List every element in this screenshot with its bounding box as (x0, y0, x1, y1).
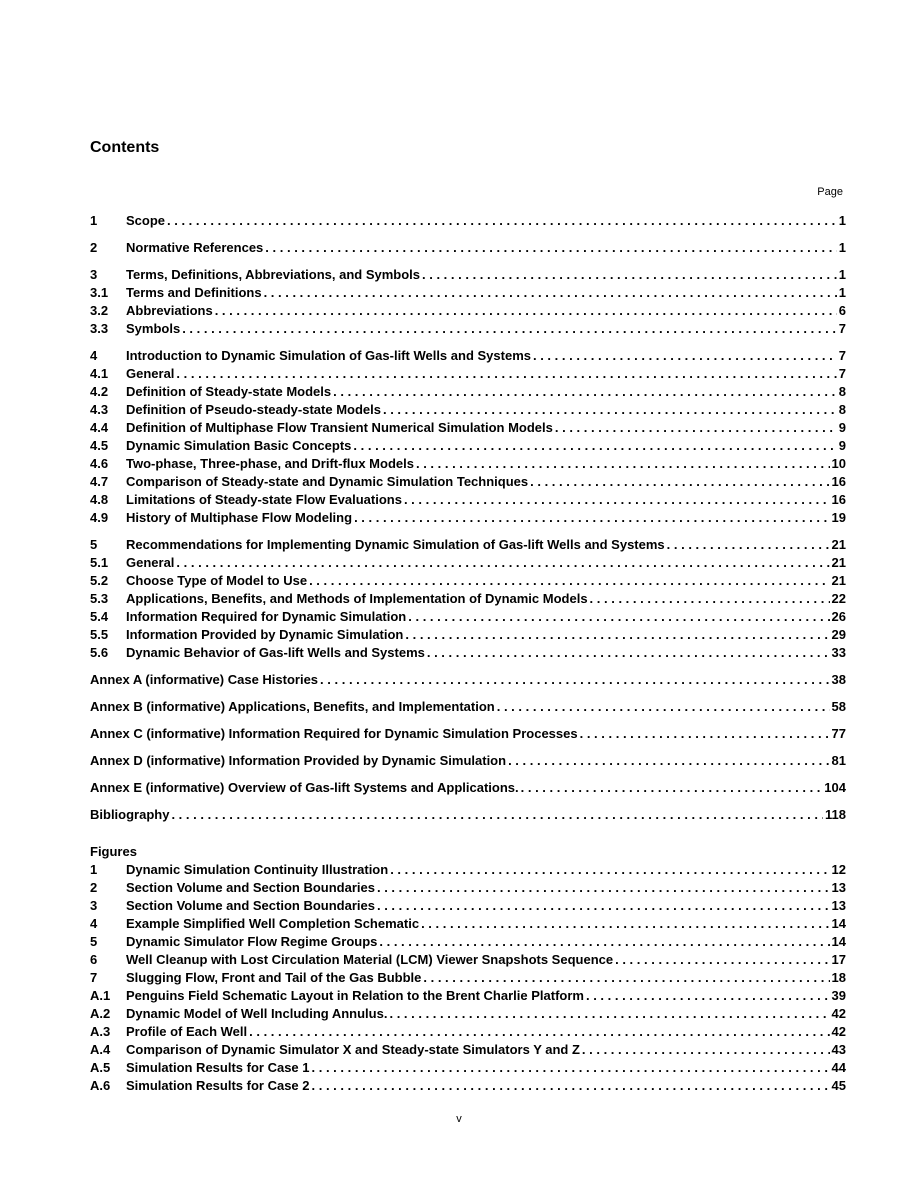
entry-page-number: 21 (831, 573, 846, 588)
entry-title: Normative References (126, 240, 264, 255)
entry-title: Simulation Results for Case 2 (126, 1078, 310, 1093)
dot-leader (408, 608, 829, 626)
dot-leader (582, 1041, 830, 1059)
entry-title: Terms and Definitions (126, 285, 262, 300)
dot-leader (353, 437, 836, 455)
toc-entry[interactable] (90, 347, 846, 365)
dot-leader (590, 590, 830, 608)
toc-entry[interactable] (90, 987, 846, 1005)
entry-title: Dynamic Simulation Basic Concepts (126, 438, 352, 453)
toc-entry[interactable] (90, 779, 846, 797)
entry-title: Annex A (informative) Case Histories (90, 672, 319, 687)
toc-entry[interactable] (90, 572, 846, 590)
entry-page-number: 1 (838, 285, 846, 300)
entry-title: Definition of Pseudo-steady-state Models (126, 402, 381, 417)
entry-title: Dynamic Simulation Continuity Illustration (126, 862, 389, 877)
toc-entry[interactable] (90, 401, 846, 419)
toc-entry[interactable] (90, 608, 846, 626)
dot-leader (379, 933, 829, 951)
toc-entry[interactable] (90, 491, 846, 509)
entry-page-number: 39 (831, 988, 846, 1003)
toc-entry[interactable] (90, 554, 846, 572)
entry-page-number: 77 (831, 726, 846, 741)
dot-leader (530, 473, 829, 491)
toc-entry[interactable] (90, 1059, 846, 1077)
entry-number: 7 (90, 970, 98, 985)
entry-page-number: 1 (838, 213, 846, 228)
toc-entry[interactable] (90, 725, 846, 743)
entry-number: 5.2 (90, 573, 109, 588)
entry-number: 3 (90, 267, 98, 282)
entry-number: 3.3 (90, 321, 109, 336)
entry-title: Definition of Steady-state Models (126, 384, 332, 399)
toc-entry[interactable] (90, 951, 846, 969)
entry-page-number: 13 (831, 880, 846, 895)
dot-leader (508, 752, 829, 770)
entry-page-number: 16 (831, 492, 846, 507)
entry-page-number: 8 (838, 402, 846, 417)
toc-entry[interactable] (90, 302, 846, 320)
dot-leader (215, 302, 837, 320)
entry-number: 4.3 (90, 402, 109, 417)
entry-title: Example Simplified Well Completion Schematic (126, 916, 420, 931)
table-of-contents (90, 212, 846, 1095)
entry-page-number: 9 (838, 438, 846, 453)
dot-leader (333, 383, 837, 401)
dot-leader (615, 951, 829, 969)
entry-page-number: 16 (831, 474, 846, 489)
toc-entry[interactable] (90, 915, 846, 933)
entry-page-number: 118 (825, 807, 846, 822)
entry-number: 4.4 (90, 420, 109, 435)
entry-title: Annex D (informative) Information Provided by Dynamic Simulation (90, 753, 507, 768)
entry-page-number: 1 (838, 267, 846, 282)
entry-title: Section Volume and Section Boundaries (126, 880, 375, 895)
dot-leader (580, 725, 830, 743)
dot-leader (377, 879, 830, 897)
entry-page-number: 81 (831, 753, 846, 768)
entry-number: 5.3 (90, 591, 109, 606)
toc-entry[interactable] (90, 897, 846, 915)
entry-title: Choose Type of Model to Use (126, 573, 308, 588)
entry-number: A.1 (90, 988, 111, 1003)
section-list (90, 212, 846, 662)
entry-number: 5.1 (90, 555, 109, 570)
dot-leader (312, 1077, 830, 1095)
entry-page-number: 42 (831, 1024, 846, 1039)
toc-entry[interactable] (90, 626, 846, 644)
dot-leader (176, 365, 836, 383)
dot-leader (390, 861, 829, 879)
entry-page-number: 1 (838, 240, 846, 255)
toc-entry[interactable] (90, 590, 846, 608)
entry-title: Scope (126, 213, 166, 228)
entry-title: General (126, 366, 175, 381)
entry-page-number: 26 (831, 609, 846, 624)
entry-title: Well Cleanup with Lost Circulation Material (LCM) Viewer Snapshots Sequence (126, 952, 614, 967)
dot-leader (427, 644, 830, 662)
entry-number: 5.4 (90, 609, 109, 624)
entry-page-number: 21 (831, 555, 846, 570)
entry-page-number: 7 (838, 321, 846, 336)
entry-page-number: 104 (824, 780, 846, 795)
toc-entry[interactable] (90, 752, 846, 770)
toc-entry[interactable] (90, 933, 846, 951)
entry-page-number: 8 (838, 384, 846, 399)
entry-number: 5.5 (90, 627, 109, 642)
entry-title: Penguins Field Schematic Layout in Relation to the Brent Charlie Platform (126, 988, 584, 1003)
entry-number: 4.9 (90, 510, 109, 525)
entry-title: Symbols (126, 321, 181, 336)
toc-entry[interactable] (90, 473, 846, 491)
entry-number: 4.5 (90, 438, 109, 453)
entry-number: 5 (90, 537, 98, 552)
toc-entry[interactable] (90, 320, 846, 338)
entry-page-number: 19 (831, 510, 846, 525)
toc-entry[interactable] (90, 365, 846, 383)
dot-leader (171, 806, 823, 824)
entry-number: 4.6 (90, 456, 109, 471)
entry-title: Introduction to Dynamic Simulation of Gas-lift Wells and Systems (126, 348, 531, 363)
toc-entry[interactable] (90, 212, 846, 230)
entry-title: General (126, 555, 175, 570)
entry-title: Definition of Multiphase Flow Transient Numerical Simulation Models (126, 420, 553, 435)
entry-title: Dynamic Model of Well Including Annulus. (126, 1006, 388, 1021)
toc-entry[interactable] (90, 671, 846, 689)
entry-title: Comparison of Steady-state and Dynamic Simulation Techniques (126, 474, 529, 489)
dot-leader (667, 536, 830, 554)
entry-title: Annex B (informative) Applications, Benefits, and Implementation (90, 699, 495, 714)
dot-leader (521, 779, 823, 797)
entry-page-number: 42 (831, 1006, 846, 1021)
dot-leader (404, 491, 830, 509)
dot-leader (249, 1023, 829, 1041)
entry-title: Dynamic Simulator Flow Regime Groups (126, 934, 378, 949)
page-number: v (456, 1113, 462, 1125)
entry-number: A.6 (90, 1078, 111, 1093)
entry-page-number: 22 (831, 591, 846, 606)
entry-number: 2 (90, 240, 98, 255)
entry-title: Section Volume and Section Boundaries (126, 898, 375, 913)
toc-entry[interactable] (90, 806, 846, 824)
entry-number: 3.2 (90, 303, 109, 318)
toc-entry[interactable] (90, 1041, 846, 1059)
toc-entry[interactable] (90, 509, 846, 527)
dot-leader (389, 1005, 829, 1023)
entry-number: 3.1 (90, 285, 109, 300)
dot-leader (309, 572, 829, 590)
toc-entry[interactable] (90, 437, 846, 455)
entry-number: 1 (90, 862, 98, 877)
entry-page-number: 10 (831, 456, 846, 471)
entry-title: Information Required for Dynamic Simulation (126, 609, 407, 624)
figure-list (90, 861, 846, 1095)
dot-leader (320, 671, 829, 689)
entry-number: A.4 (90, 1042, 111, 1057)
entry-title: Dynamic Behavior of Gas-lift Wells and Systems (126, 645, 425, 660)
entry-title: Slugging Flow, Front and Tail of the Gas Bubble (126, 970, 422, 985)
dot-leader (264, 284, 837, 302)
entry-title: Recommendations for Implementing Dynamic Simulation of Gas-lift Wells and Systems (126, 537, 665, 552)
toc-entry[interactable] (90, 698, 846, 716)
toc-entry[interactable] (90, 266, 846, 284)
entry-number: 4.2 (90, 384, 109, 399)
toc-entry[interactable] (90, 1023, 846, 1041)
entry-number: 3 (90, 898, 98, 913)
entry-page-number: 58 (831, 699, 846, 714)
dot-leader (182, 320, 837, 338)
entry-title: Limitations of Steady-state Flow Evaluations (126, 492, 402, 507)
dot-leader (416, 455, 830, 473)
toc-entry[interactable] (90, 861, 846, 879)
dot-leader (354, 509, 829, 527)
dot-leader (422, 266, 837, 284)
dot-leader (377, 897, 830, 915)
entry-page-number: 21 (831, 537, 846, 552)
entry-number: A.5 (90, 1060, 111, 1075)
entry-page-number: 17 (831, 952, 846, 967)
dot-leader (423, 969, 829, 987)
toc-entry[interactable] (90, 644, 846, 662)
entry-page-number: 44 (831, 1060, 846, 1075)
entry-title: Annex E (informative) Overview of Gas-lift Systems and Applications. (90, 780, 519, 795)
toc-entry[interactable] (90, 969, 846, 987)
dot-leader (421, 915, 829, 933)
dot-leader (405, 626, 829, 644)
dot-leader (497, 698, 830, 716)
entry-title: Annex C (informative) Information Required for Dynamic Simulation Processes (90, 726, 578, 741)
dot-leader (176, 554, 829, 572)
toc-entry[interactable] (90, 455, 846, 473)
entry-title: Terms, Definitions, Abbreviations, and Symbols (126, 267, 420, 282)
entry-page-number: 29 (831, 627, 846, 642)
entry-page-number: 7 (838, 366, 846, 381)
dot-leader (555, 419, 837, 437)
toc-entry[interactable] (90, 879, 846, 897)
entry-number: 4.1 (90, 366, 109, 381)
dot-leader (586, 987, 830, 1005)
entry-page-number: 43 (831, 1042, 846, 1057)
page-column-label: Page (817, 186, 843, 198)
entry-number: 5 (90, 934, 98, 949)
toc-entry[interactable] (90, 1077, 846, 1095)
entry-title: Abbreviations (126, 303, 213, 318)
dot-leader (265, 239, 836, 257)
entry-title: Information Provided by Dynamic Simulation (126, 627, 404, 642)
entry-title: Comparison of Dynamic Simulator X and Steady-state Simulators Y and Z (126, 1042, 580, 1057)
figures-heading: Figures (90, 844, 137, 859)
entry-page-number: 33 (831, 645, 846, 660)
entry-title: Profile of Each Well (126, 1024, 248, 1039)
dot-leader (312, 1059, 830, 1077)
entry-page-number: 9 (838, 420, 846, 435)
dot-leader (533, 347, 837, 365)
entry-page-number: 38 (831, 672, 846, 687)
dot-leader (383, 401, 837, 419)
toc-entry[interactable] (90, 383, 846, 401)
entry-title: Simulation Results for Case 1 (126, 1060, 310, 1075)
entry-title: History of Multiphase Flow Modeling (126, 510, 353, 525)
toc-entry[interactable] (90, 1005, 846, 1023)
entry-page-number: 14 (831, 916, 846, 931)
entry-page-number: 7 (838, 348, 846, 363)
toc-entry[interactable] (90, 239, 846, 257)
entry-title: Applications, Benefits, and Methods of Implementation of Dynamic Models (126, 591, 588, 606)
entry-number: 4.7 (90, 474, 109, 489)
toc-entry[interactable] (90, 284, 846, 302)
dot-leader (167, 212, 837, 230)
entry-page-number: 13 (831, 898, 846, 913)
entry-number: 4 (90, 348, 98, 363)
entry-page-number: 12 (831, 862, 846, 877)
entry-title: Two-phase, Three-phase, and Drift-flux Models (126, 456, 414, 471)
entry-title: Bibliography (90, 807, 170, 822)
entry-number: 2 (90, 880, 98, 895)
toc-entry[interactable] (90, 419, 846, 437)
entry-number: 4 (90, 916, 98, 931)
entry-number: 6 (90, 952, 98, 967)
entry-number: 1 (90, 213, 98, 228)
entry-number: 5.6 (90, 645, 109, 660)
entry-page-number: 14 (831, 934, 846, 949)
annex-list (90, 671, 846, 824)
toc-entry[interactable] (90, 536, 846, 554)
entry-number: A.2 (90, 1006, 111, 1021)
entry-number: A.3 (90, 1024, 111, 1039)
entry-page-number: 6 (838, 303, 846, 318)
entry-page-number: 45 (831, 1078, 846, 1093)
page-title: Contents (90, 139, 160, 156)
entry-page-number: 18 (831, 970, 846, 985)
entry-number: 4.8 (90, 492, 109, 507)
